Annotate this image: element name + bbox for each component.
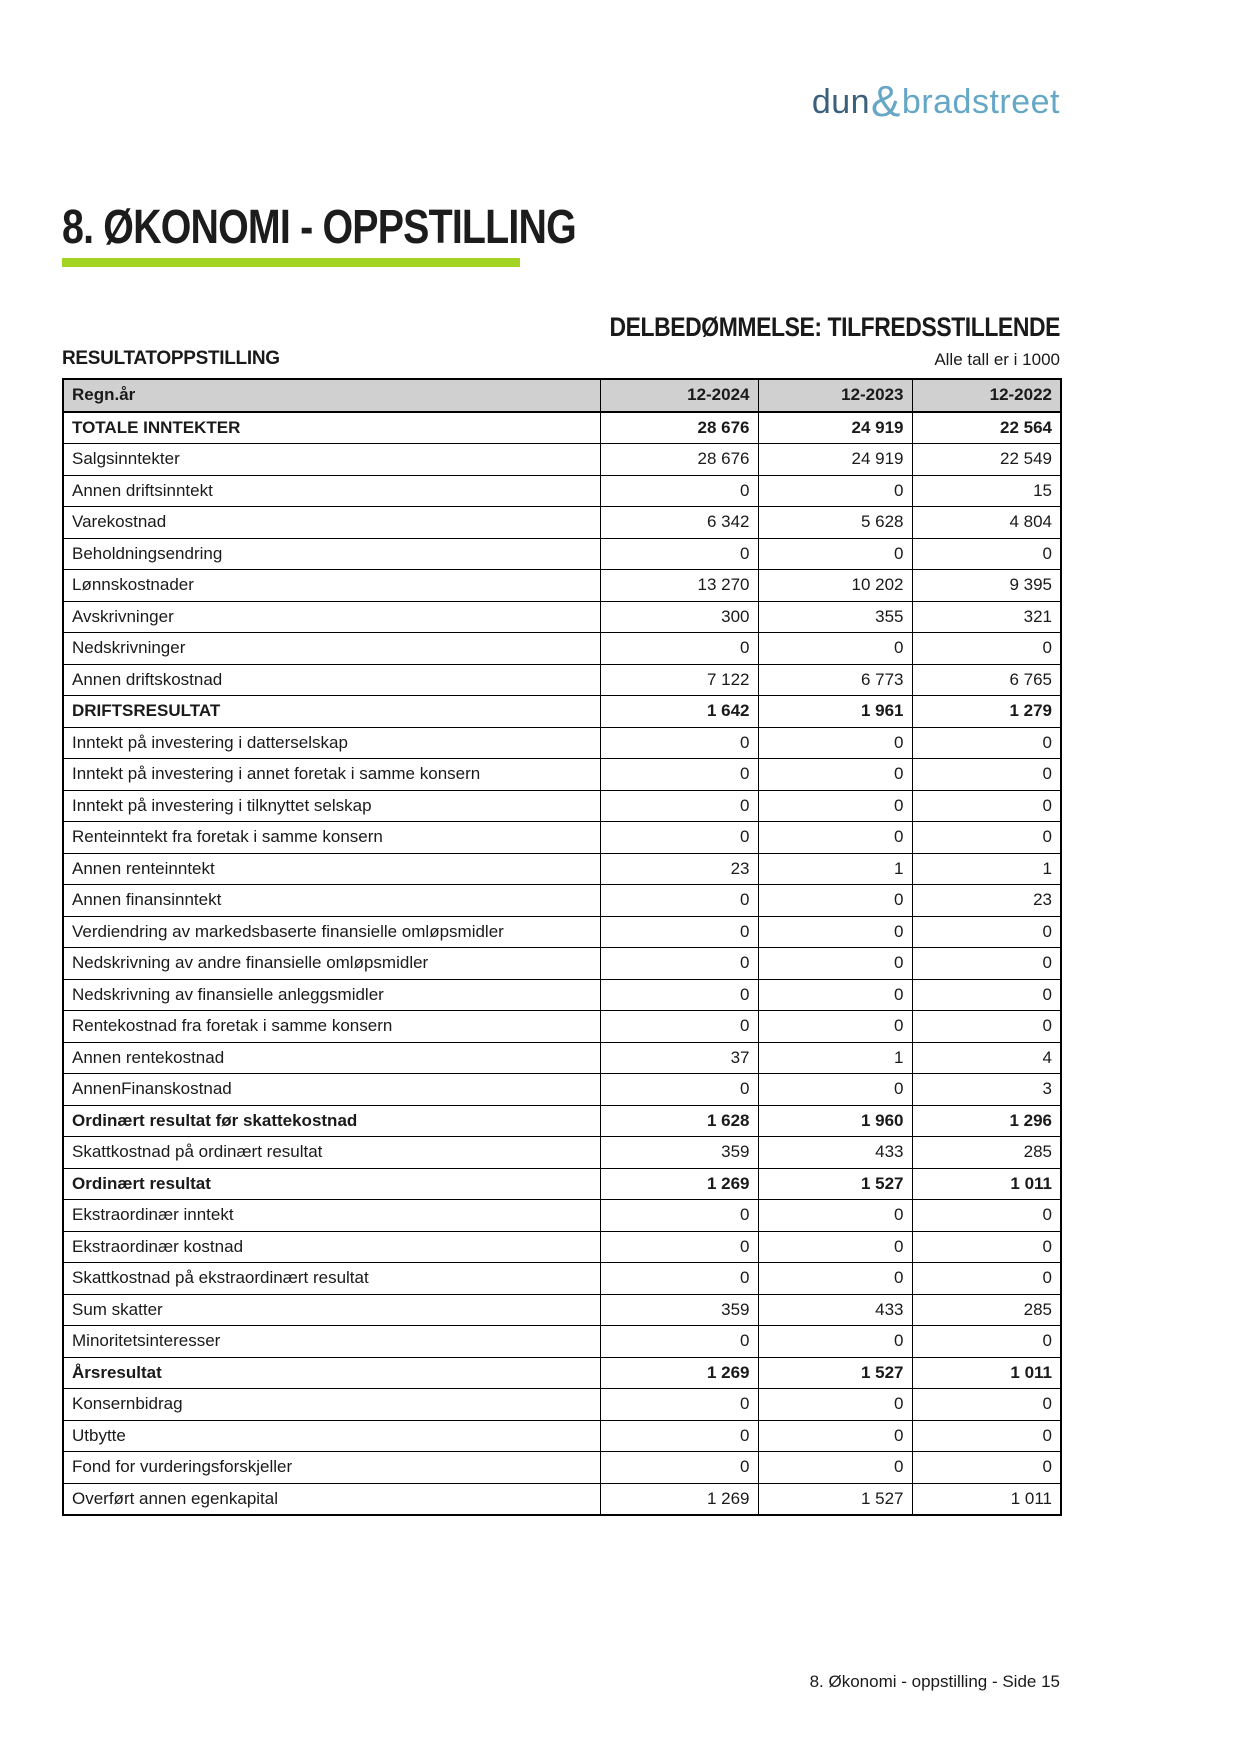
row-label: Fond for vurderingsforskjeller [63,1452,600,1484]
row-value: 1 642 [600,696,758,728]
row-value: 0 [758,822,912,854]
col-header-period: 12-2022 [912,379,1061,412]
row-label: AnnenFinanskostnad [63,1074,600,1106]
row-value: 0 [912,727,1061,759]
row-value: 7 122 [600,664,758,696]
table-row [63,507,1061,539]
row-label: Sum skatter [63,1294,600,1326]
table-row [63,570,1061,602]
row-value: 0 [758,475,912,507]
row-value: 0 [600,822,758,854]
table-row [63,1357,1061,1389]
table-row [63,538,1061,570]
row-label: Nedskrivning av finansielle anleggsmidler [63,979,600,1011]
row-value: 0 [758,885,912,917]
row-value: 0 [758,538,912,570]
table-row [63,885,1061,917]
row-label: Overført annen egenkapital [63,1483,600,1515]
row-value: 0 [600,538,758,570]
title-accent-bar [62,258,520,267]
table-row [63,1483,1061,1515]
table-title: RESULTATOPPSTILLING [62,348,280,369]
row-value: 0 [912,633,1061,665]
row-value: 0 [600,1231,758,1263]
row-value: 355 [758,601,912,633]
row-label: Salgsinntekter [63,444,600,476]
row-label: Rentekostnad fra foretak i samme konsern [63,1011,600,1043]
income-statement-table [62,378,1062,1516]
row-value: 0 [758,759,912,791]
row-value: 1 527 [758,1168,912,1200]
row-value: 1 269 [600,1168,758,1200]
table-row [63,696,1061,728]
row-label: Skattkostnad på ekstraordinært resultat [63,1263,600,1295]
row-value: 359 [600,1137,758,1169]
row-value: 0 [600,1011,758,1043]
row-value: 0 [758,633,912,665]
row-label: Renteinntekt fra foretak i samme konsern [63,822,600,854]
row-value: 285 [912,1294,1061,1326]
row-value: 24 919 [758,444,912,476]
table-row [63,1105,1061,1137]
row-value: 0 [758,727,912,759]
row-label: Ordinært resultat [63,1168,600,1200]
row-value: 0 [600,1389,758,1421]
row-value: 1 011 [912,1357,1061,1389]
row-value: 0 [758,979,912,1011]
row-value: 0 [758,1074,912,1106]
row-value: 0 [758,948,912,980]
row-value: 433 [758,1137,912,1169]
row-value: 0 [600,1263,758,1295]
row-value: 23 [912,885,1061,917]
row-label: Utbytte [63,1420,600,1452]
row-value: 433 [758,1294,912,1326]
row-value: 0 [912,979,1061,1011]
row-label: Annen rentekostnad [63,1042,600,1074]
row-label: Beholdningsendring [63,538,600,570]
row-value: 0 [600,1074,758,1106]
row-label: Ekstraordinær inntekt [63,1200,600,1232]
row-value: 0 [912,916,1061,948]
row-value: 0 [912,948,1061,980]
table-row [63,1294,1061,1326]
row-label: Annen renteinntekt [63,853,600,885]
row-value: 37 [600,1042,758,1074]
row-value: 0 [600,1452,758,1484]
row-label: Årsresultat [63,1357,600,1389]
table-row [63,444,1061,476]
table-row [63,1011,1061,1043]
row-label: Varekostnad [63,507,600,539]
row-value: 0 [758,1420,912,1452]
row-value: 0 [600,1200,758,1232]
row-value: 24 919 [758,412,912,444]
table-row [63,1263,1061,1295]
row-value: 0 [600,948,758,980]
row-value: 23 [600,853,758,885]
row-value: 0 [912,790,1061,822]
row-value: 1 [912,853,1061,885]
col-header-period: 12-2024 [600,379,758,412]
row-label: Konsernbidrag [63,1389,600,1421]
row-value: 1 527 [758,1483,912,1515]
row-value: 0 [600,475,758,507]
table-row [63,1074,1061,1106]
row-value: 0 [912,1011,1061,1043]
row-value: 0 [600,916,758,948]
row-value: 0 [912,1231,1061,1263]
table-row [63,1168,1061,1200]
table-row [63,1231,1061,1263]
row-label: Nedskrivning av andre finansielle omløpsmidler [63,948,600,980]
table-row [63,601,1061,633]
page-title: 8. ØKONOMI - OPPSTILLING [62,201,576,255]
row-value: 4 [912,1042,1061,1074]
row-value: 1 296 [912,1105,1061,1137]
row-value: 22 564 [912,412,1061,444]
row-value: 0 [758,790,912,822]
row-value: 22 549 [912,444,1061,476]
logo-text-bradstreet: bradstreet [901,83,1060,121]
row-value: 15 [912,475,1061,507]
row-value: 300 [600,601,758,633]
row-value: 0 [912,759,1061,791]
row-value: 0 [600,727,758,759]
row-value: 1 279 [912,696,1061,728]
row-value: 28 676 [600,444,758,476]
row-value: 0 [758,916,912,948]
row-value: 28 676 [600,412,758,444]
row-value: 0 [600,633,758,665]
row-value: 1 [758,1042,912,1074]
row-label: Inntekt på investering i annet foretak i samme konsern [63,759,600,791]
table-row [63,727,1061,759]
row-value: 10 202 [758,570,912,602]
logo-text-dun: dun [811,83,871,121]
table-row [63,475,1061,507]
row-value: 0 [600,1420,758,1452]
row-label: Annen driftskostnad [63,664,600,696]
row-value: 0 [912,1420,1061,1452]
row-value: 0 [600,1326,758,1358]
row-value: 0 [758,1011,912,1043]
table-row [63,1452,1061,1484]
row-label: Annen finansinntekt [63,885,600,917]
row-value: 6 765 [912,664,1061,696]
row-value: 0 [600,979,758,1011]
table-row [63,1200,1061,1232]
row-value: 359 [600,1294,758,1326]
row-label: Avskrivninger [63,601,600,633]
row-value: 1 960 [758,1105,912,1137]
row-label: Inntekt på investering i datterselskap [63,727,600,759]
row-label: DRIFTSRESULTAT [63,696,600,728]
row-value: 1 [758,853,912,885]
table-row [63,1326,1061,1358]
table-row [63,948,1061,980]
row-value: 6 773 [758,664,912,696]
row-value: 0 [758,1231,912,1263]
row-value: 1 269 [600,1483,758,1515]
row-label: Ordinært resultat før skattekostnad [63,1105,600,1137]
row-value: 0 [912,1452,1061,1484]
row-value: 0 [912,822,1061,854]
dun-bradstreet-logo [812,74,1060,124]
income-statement-table-wrap [62,378,1060,1516]
table-row [63,790,1061,822]
units-note: Alle tall er i 1000 [934,350,1060,369]
row-value: 0 [912,538,1061,570]
table-row [63,1137,1061,1169]
table-row [63,633,1061,665]
table-row [63,822,1061,854]
assessment-heading: DELBEDØMMELSE: TILFREDSSTILLENDE [609,312,1060,342]
row-value: 9 395 [912,570,1061,602]
row-value: 0 [600,790,758,822]
row-value: 1 269 [600,1357,758,1389]
row-value: 0 [912,1389,1061,1421]
row-label: Verdiendring av markedsbaserte finansielle omløpsmidler [63,916,600,948]
row-label: Nedskrivninger [63,633,600,665]
table-header-row [63,379,1061,412]
row-label: TOTALE INNTEKTER [63,412,600,444]
row-label: Annen driftsinntekt [63,475,600,507]
row-value: 0 [600,759,758,791]
col-header-period: 12-2023 [758,379,912,412]
row-value: 285 [912,1137,1061,1169]
row-value: 4 804 [912,507,1061,539]
table-caption-row [62,348,1060,370]
row-value: 0 [758,1200,912,1232]
table-row [63,1042,1061,1074]
row-label: Lønnskostnader [63,570,600,602]
row-value: 0 [758,1326,912,1358]
table-row [63,664,1061,696]
row-value: 1 011 [912,1483,1061,1515]
row-value: 6 342 [600,507,758,539]
row-value: 0 [912,1263,1061,1295]
ampersand-icon: & [871,77,901,126]
table-row [63,853,1061,885]
row-value: 5 628 [758,507,912,539]
table-row [63,1420,1061,1452]
row-value: 0 [758,1263,912,1295]
row-label: Inntekt på investering i tilknyttet selskap [63,790,600,822]
row-value: 3 [912,1074,1061,1106]
row-value: 0 [758,1389,912,1421]
table-row [63,1389,1061,1421]
row-value: 1 527 [758,1357,912,1389]
table-row [63,412,1061,444]
table-row [63,759,1061,791]
col-header-label: Regn.år [63,379,600,412]
row-value: 0 [600,885,758,917]
row-value: 321 [912,601,1061,633]
row-value: 13 270 [600,570,758,602]
row-label: Minoritetsinteresser [63,1326,600,1358]
row-value: 1 011 [912,1168,1061,1200]
row-label: Ekstraordinær kostnad [63,1231,600,1263]
row-value: 0 [912,1326,1061,1358]
row-value: 1 628 [600,1105,758,1137]
table-row [63,916,1061,948]
row-value: 1 961 [758,696,912,728]
row-value: 0 [912,1200,1061,1232]
table-row [63,979,1061,1011]
page-footer: 8. Økonomi - oppstilling - Side 15 [809,1672,1060,1691]
row-label: Skattkostnad på ordinært resultat [63,1137,600,1169]
row-value: 0 [758,1452,912,1484]
